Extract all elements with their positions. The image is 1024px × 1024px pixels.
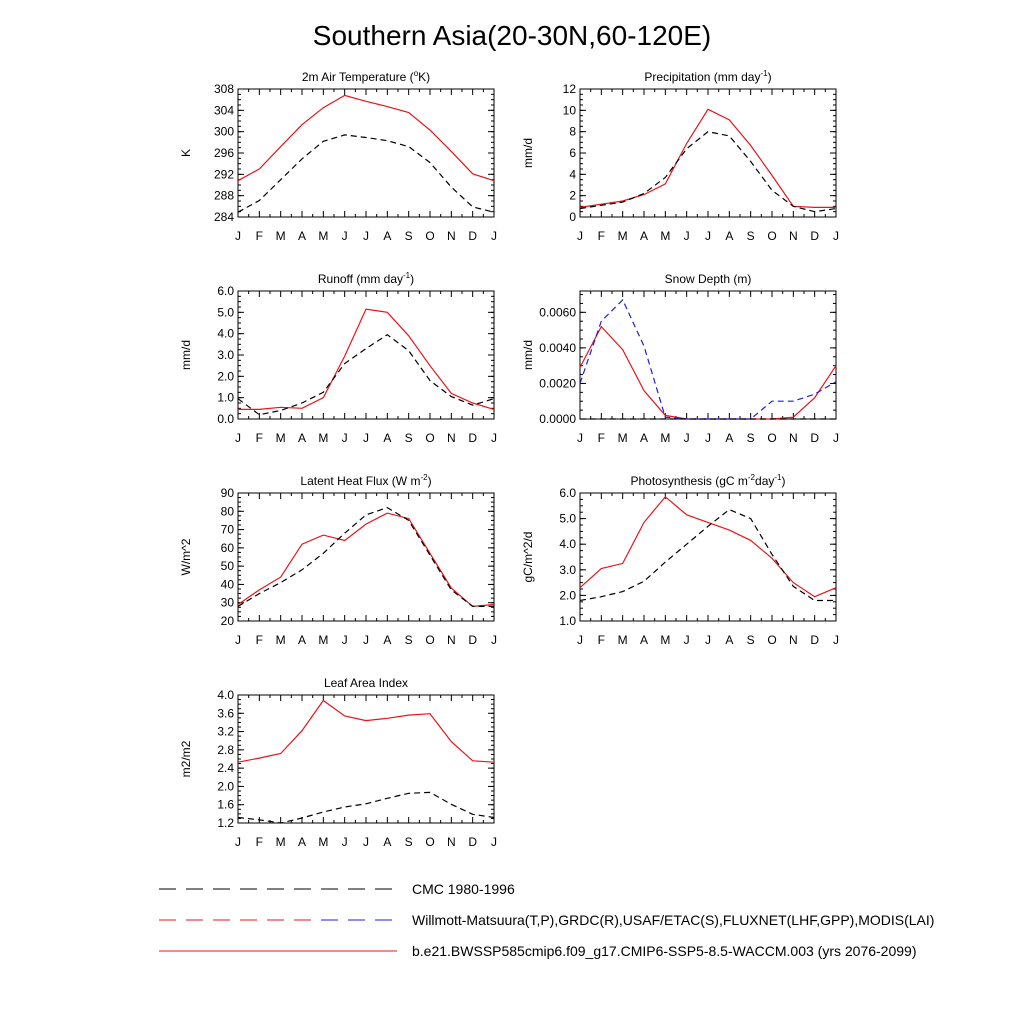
x-tick-label: A bbox=[639, 633, 649, 647]
plot-frame bbox=[580, 89, 836, 217]
legend-item-1 bbox=[159, 881, 515, 897]
x-tick-label: A bbox=[383, 229, 392, 243]
y-axis-label: mm/d bbox=[179, 340, 193, 370]
legend bbox=[159, 881, 934, 959]
x-tick-label: J bbox=[363, 229, 369, 243]
panel-7 bbox=[179, 676, 497, 849]
panel-title: Runoff (mm day$^{-1}$) bbox=[317, 271, 415, 286]
series-line-2 bbox=[238, 135, 494, 212]
x-tick-label: M bbox=[275, 835, 286, 849]
y-tick-label: 0.0060 bbox=[539, 305, 576, 320]
panel-1 bbox=[179, 69, 497, 243]
x-tick-label: N bbox=[788, 229, 798, 243]
plot-frame bbox=[580, 493, 836, 621]
y-tick-label: 288 bbox=[213, 188, 234, 203]
panel-title: Leaf Area Index bbox=[323, 676, 409, 690]
y-tick-label: 2.4 bbox=[217, 761, 234, 776]
x-tick-label: N bbox=[446, 431, 456, 445]
x-tick-label: J bbox=[705, 633, 711, 647]
series-line-2 bbox=[580, 132, 836, 212]
x-tick-label: A bbox=[725, 431, 734, 445]
x-tick-label: A bbox=[383, 633, 392, 647]
x-tick-label: M bbox=[318, 431, 329, 445]
x-tick-label: J bbox=[705, 431, 711, 445]
panel-5 bbox=[179, 473, 497, 647]
x-tick-label: S bbox=[404, 431, 413, 445]
plot-frame bbox=[238, 493, 494, 621]
y-tick-label: 80 bbox=[220, 504, 234, 519]
x-tick-label: D bbox=[468, 835, 478, 849]
panel-3 bbox=[179, 271, 497, 445]
x-tick-label: M bbox=[275, 229, 286, 243]
y-tick-label: 5.0 bbox=[559, 511, 576, 526]
x-tick-label: J bbox=[833, 229, 839, 243]
x-tick-label: J bbox=[705, 229, 711, 243]
panel-title: Snow Depth (m) bbox=[664, 272, 752, 286]
panels bbox=[179, 69, 839, 849]
y-tick-label: 40 bbox=[220, 577, 234, 592]
x-tick-label: F bbox=[255, 835, 264, 849]
y-tick-label: 12 bbox=[562, 82, 576, 96]
x-tick-label: A bbox=[297, 431, 307, 445]
x-tick-label: M bbox=[660, 431, 671, 445]
x-tick-label: O bbox=[425, 229, 435, 243]
x-tick-label: M bbox=[660, 633, 671, 647]
y-tick-label: 3.6 bbox=[217, 706, 234, 721]
x-tick-label: A bbox=[725, 633, 734, 647]
x-tick-label: M bbox=[617, 229, 628, 243]
x-tick-label: N bbox=[788, 633, 798, 647]
x-tick-label: J bbox=[363, 431, 369, 445]
y-tick-label: 70 bbox=[220, 522, 234, 537]
x-tick-label: N bbox=[446, 835, 456, 849]
legend-item-2 bbox=[159, 912, 934, 928]
x-tick-label: O bbox=[767, 633, 777, 647]
x-tick-label: M bbox=[318, 835, 329, 849]
y-tick-label: 308 bbox=[213, 82, 234, 96]
x-tick-label: M bbox=[275, 633, 286, 647]
x-tick-label: J bbox=[363, 835, 369, 849]
x-tick-label: J bbox=[341, 229, 348, 243]
y-tick-label: 292 bbox=[213, 167, 234, 182]
legend-label: b.e21.BWSSP585cmip6.f09_g17.CMIP6-SSP5-8.5-WACCM.003 (yrs 2076-2099) bbox=[412, 943, 917, 959]
series-line-1 bbox=[580, 109, 836, 207]
x-tick-label: M bbox=[617, 431, 628, 445]
y-axis-label: gC/m^2/d bbox=[521, 531, 535, 583]
y-tick-label: 2.0 bbox=[217, 369, 234, 384]
x-tick-label: J bbox=[341, 431, 348, 445]
series-line-1 bbox=[238, 309, 494, 409]
x-tick-label: F bbox=[255, 633, 264, 647]
x-tick-label: A bbox=[383, 431, 392, 445]
x-tick-label: J bbox=[683, 431, 690, 445]
y-tick-label: 2 bbox=[569, 188, 576, 203]
y-axis-label: mm/d bbox=[521, 340, 535, 370]
y-tick-label: 4.0 bbox=[217, 688, 234, 702]
y-tick-label: 30 bbox=[220, 595, 234, 610]
panel-title: 2m Air Temperature ($^o$K) bbox=[301, 69, 431, 84]
x-tick-label: N bbox=[446, 633, 456, 647]
x-tick-label: J bbox=[683, 229, 690, 243]
x-tick-label: J bbox=[235, 633, 241, 647]
y-tick-label: 2.0 bbox=[217, 779, 234, 794]
y-tick-label: 1.0 bbox=[559, 614, 576, 628]
x-tick-label: S bbox=[746, 431, 755, 445]
x-tick-label: J bbox=[491, 633, 497, 647]
x-tick-label: A bbox=[383, 835, 392, 849]
x-tick-label: M bbox=[275, 431, 286, 445]
y-tick-label: 20 bbox=[220, 614, 234, 628]
y-tick-label: 0 bbox=[569, 210, 576, 224]
y-tick-label: 6 bbox=[569, 146, 576, 160]
x-tick-label: J bbox=[577, 431, 583, 445]
legend-item-3 bbox=[159, 943, 917, 959]
x-tick-label: M bbox=[318, 633, 329, 647]
x-tick-label: D bbox=[810, 431, 820, 445]
panel-title: Photosynthesis (gC $m^{-2}day^{-1}$) bbox=[630, 473, 786, 488]
y-tick-label: 284 bbox=[213, 210, 234, 224]
y-tick-label: 90 bbox=[220, 486, 234, 500]
x-tick-label: F bbox=[597, 633, 606, 647]
x-tick-label: S bbox=[404, 633, 413, 647]
y-tick-label: 296 bbox=[213, 146, 234, 160]
x-tick-label: N bbox=[446, 229, 456, 243]
y-axis-label: K bbox=[179, 148, 193, 158]
y-tick-label: 3.0 bbox=[559, 562, 576, 577]
x-tick-label: D bbox=[810, 229, 820, 243]
x-tick-label: J bbox=[363, 633, 369, 647]
x-tick-label: J bbox=[833, 633, 839, 647]
x-tick-label: F bbox=[255, 431, 264, 445]
x-tick-label: S bbox=[746, 633, 755, 647]
series-line-1 bbox=[580, 497, 836, 597]
legend-label: Willmott-Matsuura(T,P),GRDC(R),USAF/ETAC(S),FLUXNET(LHF,GPP),MODIS(LAI) bbox=[412, 912, 935, 928]
y-tick-label: 300 bbox=[213, 124, 234, 139]
x-tick-label: J bbox=[341, 633, 348, 647]
x-tick-label: J bbox=[341, 835, 348, 849]
panel-6 bbox=[521, 473, 839, 647]
y-tick-label: 304 bbox=[213, 103, 234, 118]
y-tick-label: 4.0 bbox=[217, 326, 234, 341]
y-tick-label: 50 bbox=[220, 559, 234, 574]
x-tick-label: S bbox=[746, 229, 755, 243]
y-tick-label: 2.8 bbox=[217, 742, 234, 757]
y-tick-label: 1.2 bbox=[217, 816, 234, 830]
x-tick-label: O bbox=[425, 431, 435, 445]
series-line-1 bbox=[580, 327, 836, 419]
x-tick-label: O bbox=[425, 835, 435, 849]
x-tick-label: J bbox=[683, 633, 690, 647]
y-tick-label: 0.0040 bbox=[539, 340, 576, 355]
y-tick-label: 6.0 bbox=[217, 284, 234, 298]
x-tick-label: A bbox=[639, 431, 649, 445]
x-tick-label: F bbox=[597, 431, 606, 445]
x-tick-label: D bbox=[468, 431, 478, 445]
x-tick-label: J bbox=[491, 229, 497, 243]
series-line-2 bbox=[580, 300, 836, 419]
series-line-2 bbox=[580, 510, 836, 601]
x-tick-label: N bbox=[788, 431, 798, 445]
y-tick-label: 1.6 bbox=[217, 797, 234, 812]
x-tick-label: M bbox=[318, 229, 329, 243]
legend-label: CMC 1980-1996 bbox=[412, 881, 515, 897]
panel-4 bbox=[521, 272, 839, 445]
y-tick-label: 60 bbox=[220, 540, 234, 555]
x-tick-label: D bbox=[810, 633, 820, 647]
y-axis-label: W/m^2 bbox=[179, 538, 193, 576]
x-tick-label: O bbox=[425, 633, 435, 647]
plot-frame bbox=[238, 89, 494, 217]
series-line-1 bbox=[238, 701, 494, 763]
x-tick-label: J bbox=[235, 431, 241, 445]
x-tick-label: F bbox=[597, 229, 606, 243]
y-tick-label: 0.0000 bbox=[539, 412, 576, 426]
y-tick-label: 4 bbox=[569, 167, 576, 182]
x-tick-label: S bbox=[404, 229, 413, 243]
y-tick-label: 8 bbox=[569, 124, 576, 139]
x-tick-label: J bbox=[491, 835, 497, 849]
y-tick-label: 3.2 bbox=[217, 724, 234, 739]
y-axis-label: mm/d bbox=[521, 138, 535, 168]
main-title: Southern Asia(20-30N,60-120E) bbox=[312, 20, 712, 51]
y-tick-label: 6.0 bbox=[559, 486, 576, 500]
x-tick-label: A bbox=[297, 633, 307, 647]
y-tick-label: 2.0 bbox=[559, 588, 576, 603]
x-tick-label: J bbox=[833, 431, 839, 445]
x-tick-label: D bbox=[468, 633, 478, 647]
y-tick-label: 10 bbox=[562, 103, 576, 118]
y-tick-label: 5.0 bbox=[217, 305, 234, 320]
x-tick-label: J bbox=[577, 229, 583, 243]
y-tick-label: 4.0 bbox=[559, 537, 576, 552]
series-line-2 bbox=[238, 335, 494, 415]
x-tick-label: J bbox=[577, 633, 583, 647]
x-tick-label: M bbox=[660, 229, 671, 243]
y-tick-label: 0.0 bbox=[217, 412, 234, 426]
x-tick-label: A bbox=[297, 835, 307, 849]
panel-title: Latent Heat Flux (W $m^{-2}$) bbox=[300, 473, 432, 488]
y-tick-label: 1.0 bbox=[217, 390, 234, 405]
x-tick-label: D bbox=[468, 229, 478, 243]
y-axis-label: m2/m2 bbox=[179, 740, 193, 778]
x-tick-label: M bbox=[617, 633, 628, 647]
x-tick-label: J bbox=[235, 229, 241, 243]
panel-title: Precipitation (mm day$^{-1}$) bbox=[644, 69, 772, 84]
x-tick-label: J bbox=[235, 835, 241, 849]
x-tick-label: A bbox=[297, 229, 307, 243]
panel-2 bbox=[521, 69, 839, 243]
y-tick-label: 3.0 bbox=[217, 348, 234, 362]
x-tick-label: F bbox=[255, 229, 264, 243]
series-line-1 bbox=[238, 513, 494, 606]
x-tick-label: A bbox=[725, 229, 734, 243]
x-tick-label: O bbox=[767, 229, 777, 243]
x-tick-label: J bbox=[491, 431, 497, 445]
x-tick-label: S bbox=[404, 835, 413, 849]
y-tick-label: 0.0020 bbox=[539, 376, 576, 391]
x-tick-label: O bbox=[767, 431, 777, 445]
x-tick-label: A bbox=[639, 229, 649, 243]
